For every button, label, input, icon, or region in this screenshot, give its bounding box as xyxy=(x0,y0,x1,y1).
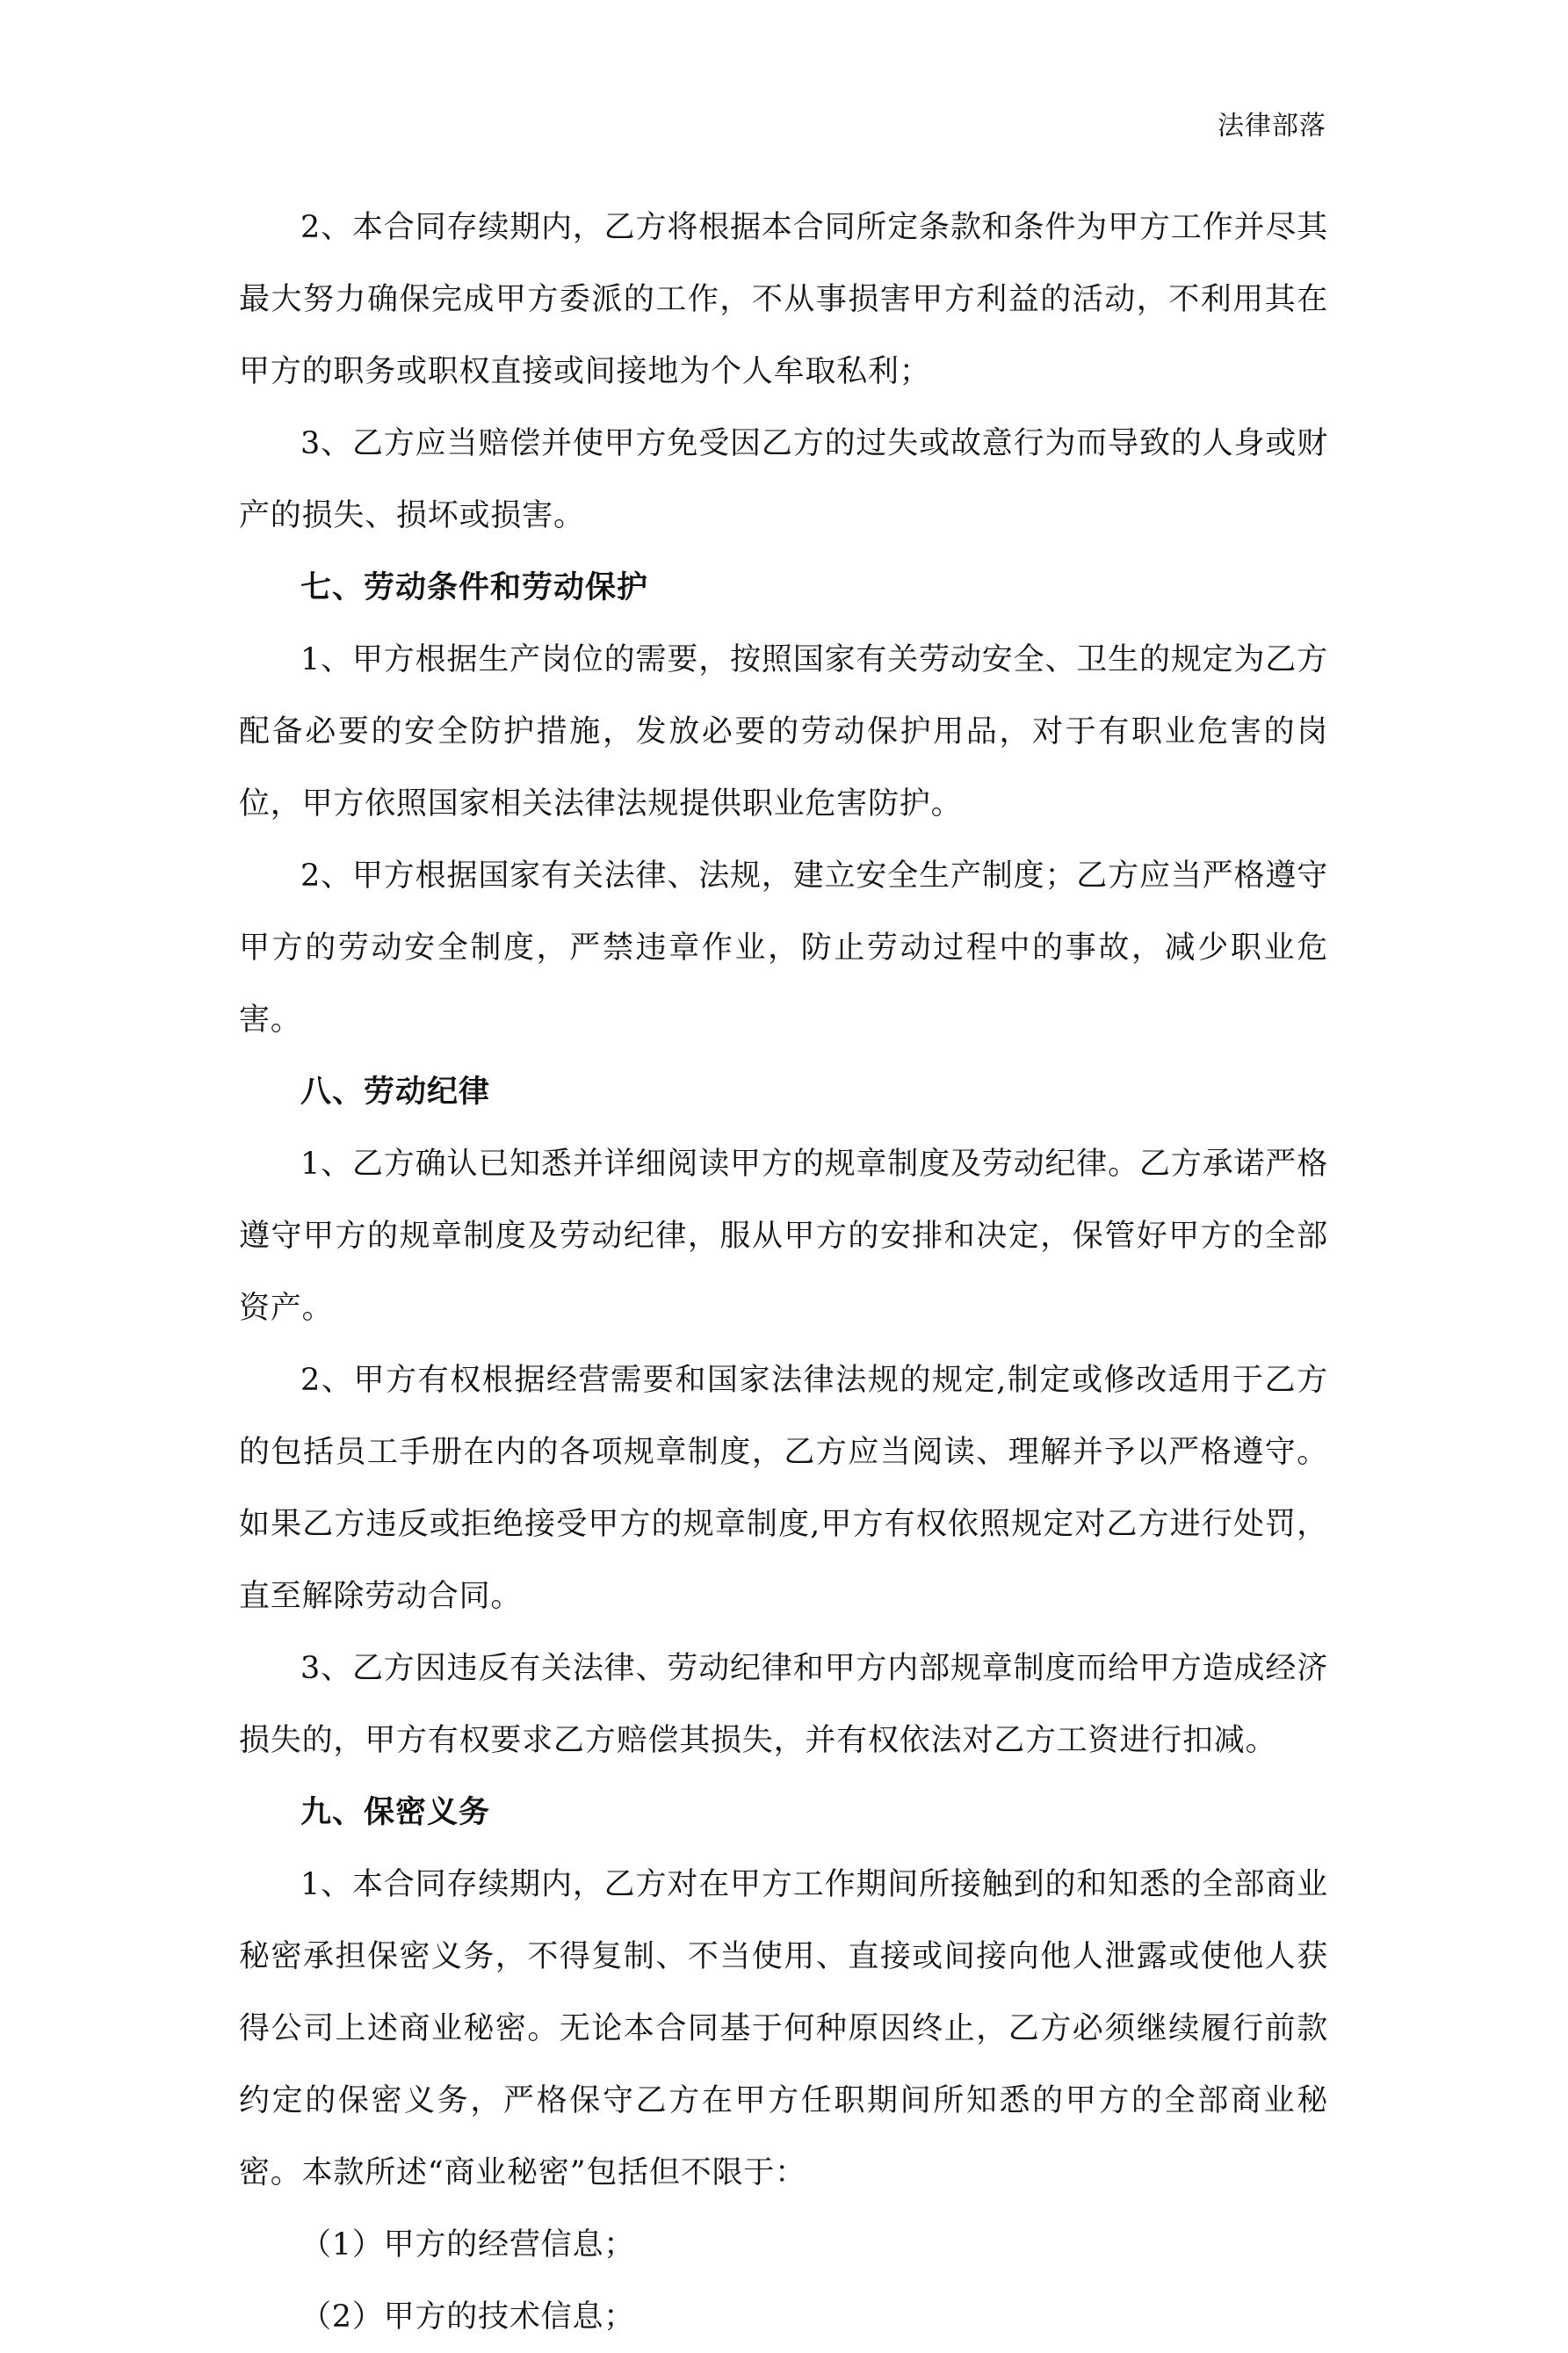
paragraph-8-1: 1、乙方确认已知悉并详细阅读甲方的规章制度及劳动纪律。乙方承诺严格遵守甲方的规章制度及劳动纪律，服从甲方的安排和决定，保管好甲方的全部资产。 xyxy=(239,1147,1328,1326)
paragraph-9-1: 1、本合同存续期内，乙方对在甲方工作期间所接触到的和知悉的全部商业秘密承担保密义务，不得复制、不当使用、直接或间接向他人泄露或使他人获得公司上述商业秘密。无论本合同基于何种原因终止，乙方必须继续履行前款约定的保密义务，严格保守乙方在甲方任职期间所知悉的甲方的全部商业秘密。本款所述“商业秘密”包括但不限于： xyxy=(239,1867,1328,2190)
paragraph-8-3: 3、乙方因违反有关法律、劳动纪律和甲方内部规章制度而给甲方造成经济损失的，甲方有权要求乙方赔偿其损失，并有权依法对乙方工资进行扣减。 xyxy=(239,1651,1328,1758)
paragraph-6-3: 3、乙方应当赔偿并使甲方免受因乙方的过失或故意行为而导致的人身或财产的损失、损坏或损害。 xyxy=(239,426,1328,533)
section-heading-9: 九、保密义务 xyxy=(300,1794,491,1830)
document-body xyxy=(239,192,1328,2353)
paragraph-7-2: 2、甲方根据国家有关法律、法规，建立安全生产制度；乙方应当严格遵守甲方的劳动安全制度，严禁违章作业，防止劳动过程中的事故，减少职业危害。 xyxy=(239,858,1328,1038)
list-item-9-1-1: （1）甲方的经营信息； xyxy=(300,2227,636,2262)
paragraph-8-2: 2、甲方有权根据经营需要和国家法律法规的规定,制定或修改适用于乙方的包括员工手册在内的各项规章制度，乙方应当阅读、理解并予以严格遵守。如果乙方违反或拒绝接受甲方的规章制度,甲方有权依照规定对乙方进行处罚，直至解除劳动合同。 xyxy=(239,1363,1328,1614)
section-heading-8: 八、劳动纪律 xyxy=(300,1074,491,1110)
header-label: 法律部落 xyxy=(1218,111,1326,141)
list-item-9-1-2: （2）甲方的技术信息； xyxy=(300,2299,636,2335)
paragraph-7-1: 1、甲方根据生产岗位的需要，按照国家有关劳动安全、卫生的规定为乙方配备必要的安全防护措施，发放必要的劳动保护用品，对于有职业危害的岗位，甲方依照国家相关法律法规提供职业危害防护。 xyxy=(239,642,1328,822)
paragraph-6-2: 2、本合同存续期内，乙方将根据本合同所定条款和条件为甲方工作并尽其最大努力确保完成甲方委派的工作，不从事损害甲方利益的活动，不利用其在甲方的职务或职权直接或间接地为个人牟取私利； xyxy=(239,210,1328,389)
section-heading-7: 七、劳动条件和劳动保护 xyxy=(300,569,649,605)
